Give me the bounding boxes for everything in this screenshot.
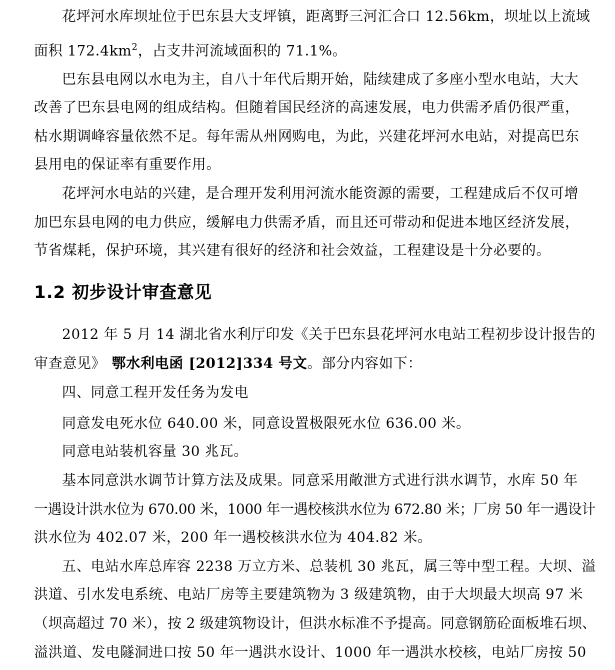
item-5-line-3: （坝高超过 70 米），按 2 级建筑物设计，但洪水标准不予提高。同意钢筋砼面板堆石坝、: [34, 616, 597, 632]
area-text: 面积 172.4km: [34, 43, 132, 60]
paragraph-3-line-2: 加巴东县电网的电力供应，缓解电力供需矛盾，而且还可带动和促进本地区经济发展，: [34, 215, 580, 231]
superscript-2: 2: [131, 43, 138, 53]
paragraph-4-line-2: [34, 354, 422, 374]
item-5-line-4: 溢洪道、发电隧洞进口按 50 年一遇洪水设计、1000 年一遇洪水校核，电站厂房按 50: [34, 645, 587, 661]
item-4-title: 四、同意工程开发任务为发电: [62, 385, 249, 401]
item-4-line-1: 同意发电死水位 640.00 米，同意设置极限死水位 636.00 米。: [62, 416, 471, 432]
paragraph-2-line-4: 县用电的保证率有重要作用。: [34, 157, 221, 173]
item-5-line-1: 五、电站水库总库容 2238 万立方米、总装机 30 兆瓦，属三等中型工程。大坝、溢: [62, 559, 596, 575]
partial-content-text: 。部分内容如下：: [307, 356, 423, 372]
paragraph-3-line-3: 节省煤耗，保护环境，其兴建有很好的经济和社会效益，工程建设是十分必要的。: [34, 243, 551, 259]
paragraph-2-line-1: 巴东县电网以水电为主，自八十年代后期开始，陆续建成了多座小型水电站，大大: [62, 72, 579, 88]
paragraph-2-line-2: 改善了巴东县电网的组成结构。但随着国民经济的高速发展，电力供需矛盾仍很严重，: [34, 100, 580, 116]
paragraph-5-line-2: 一遇设计洪水位为 670.00 米，1000 年一遇校核洪水位为 672.80 米；厂房 50 年一遇设计: [34, 502, 596, 518]
item-5-line-2: 洪道、引水发电系统、电站厂房等主要建筑物为 3 级建筑物，由于大坝最大坝高 97 米: [34, 587, 584, 603]
paragraph-5-line-3: 洪水位为 402.07 米，200 年一遇校核洪水位为 404.82 米。: [34, 530, 432, 546]
review-opinion-text: 审查意见》: [34, 356, 106, 372]
paragraph-4-line-1: 2012 年 5 月 14 湖北省水利厅印发《关于巴东县花坪河水电站工程初步设计报告的: [62, 327, 596, 343]
paragraph-3-line-1: 花坪河水电站的兴建，是合理开发利用河流水能资源的需要，工程建成后不仅可增: [62, 186, 579, 202]
area-ratio-text: ，占支井河流域面积的 71.1%。: [137, 43, 347, 60]
paragraph-1-line-2: [34, 38, 347, 58]
item-4-line-2: 同意电站装机容量 30 兆瓦。: [62, 444, 248, 460]
paragraph-2-line-3: 枯水期调峰容量依然不足。每年需从州网购电，为此，兴建花坪河水电站，对提高巴东: [34, 129, 580, 145]
section-heading: 1.2 初步设计审查意见: [34, 283, 213, 303]
paragraph-1-line-1: 花坪河水库坝址位于巴东县大支坪镇，距离野三河汇合口 12.56km，坝址以上流域: [62, 9, 591, 25]
document-number: 鄂水利电函 [2012]334 号文: [111, 356, 308, 372]
paragraph-5-line-1: 基本同意洪水调节计算方法及成果。同意采用敞泄方式进行洪水调节，水库 50 年: [62, 473, 579, 489]
